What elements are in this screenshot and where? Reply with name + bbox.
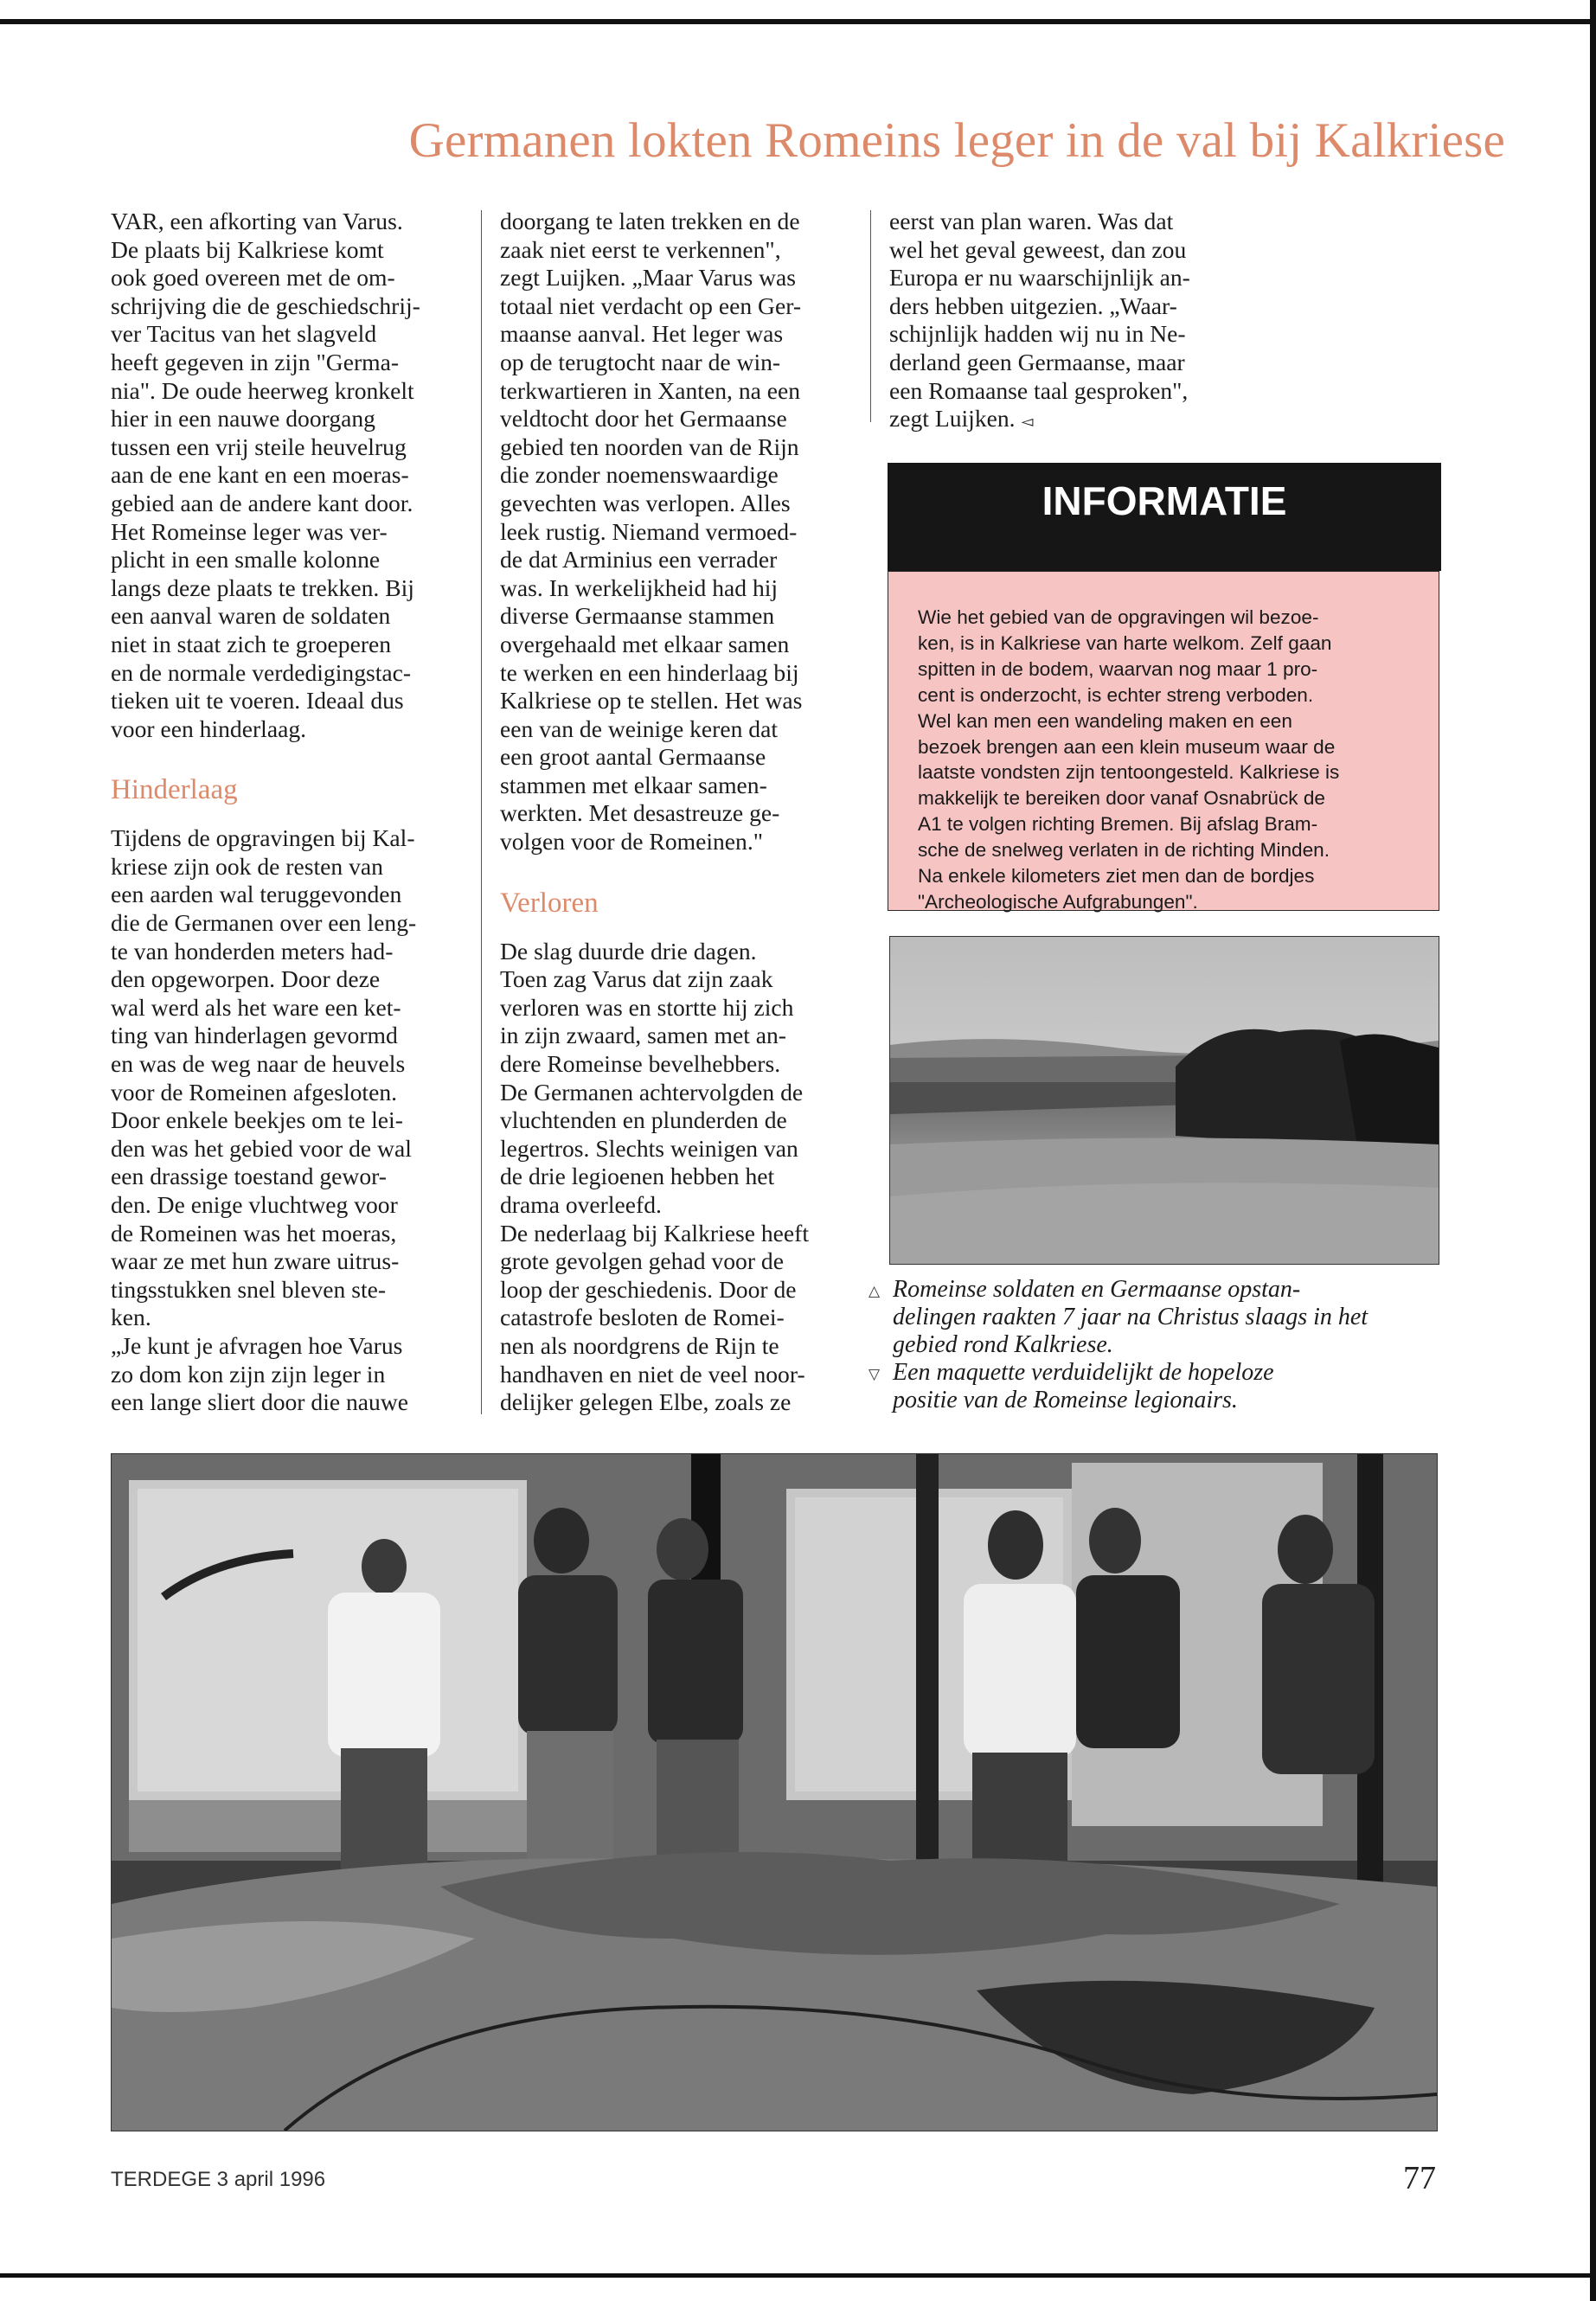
page-number: 77	[1403, 2160, 1436, 2196]
text-line: kriese zijn ook de resten van	[111, 852, 383, 880]
text-line: gebied ten noorden van de Rijn	[500, 433, 799, 460]
text-line: en de normale verdedigingstac-	[111, 658, 412, 686]
column-divider	[870, 210, 871, 422]
text-line: in zijn zwaard, samen met an-	[500, 1022, 786, 1049]
text-line: drama overleefd.	[500, 1191, 662, 1218]
column-2-paragraph-b	[500, 938, 855, 1417]
text-line: vluchtenden en plunderden de	[500, 1106, 787, 1134]
column-1-paragraph-b	[111, 824, 465, 1416]
text-line: schijnlijk hadden wij nu in Ne-	[889, 320, 1186, 348]
bottom-border-rule	[0, 2273, 1596, 2278]
text-line: Tijdens de opgravingen bij Kal-	[111, 824, 415, 852]
text-line: was. In werkelijkheid had hij	[500, 574, 779, 601]
text-line: niet in staat zich te groeperen	[111, 630, 392, 657]
caption-line: Romeinse soldaten en Germaanse opstan-	[893, 1276, 1301, 1303]
text-line: Door enkele beekjes om te lei-	[111, 1106, 403, 1134]
info-line: Wie het gebied van de opgravingen wil bezoe-	[918, 606, 1319, 628]
article-column-2	[500, 208, 855, 1417]
text-line: terkwartieren in Xanten, na een	[500, 376, 801, 404]
text-line: derland geen Germaanse, maar	[889, 348, 1185, 375]
text-line: tieken uit te voeren. Ideaal dus	[111, 687, 404, 715]
text-line: stammen met elkaar samen-	[500, 771, 767, 798]
text-line: waar ze met hun zware uitrus-	[111, 1247, 400, 1275]
text-line: zegt Luijken.	[889, 405, 1016, 433]
info-line: "Archeologische Aufgrabungen".	[918, 890, 1198, 913]
museum-photo	[111, 1453, 1438, 2131]
info-line: laatste vondsten zijn tentoongesteld. Kalkriese is	[918, 761, 1340, 784]
text-line: Kalkriese op te stellen. Het was	[500, 687, 803, 715]
info-line: makkelijk te bereiken door vanaf Osnabrück de	[918, 787, 1325, 810]
text-line: te van honderden meters had-	[111, 937, 394, 965]
text-line: den opgeworpen. Door deze	[111, 965, 381, 993]
text-line: den. De enige vluchtweg voor	[111, 1191, 398, 1218]
end-of-article-icon: ◅	[1021, 413, 1034, 432]
text-line: wel het geval geweest, dan zou	[889, 235, 1187, 263]
text-line: totaal niet verdacht op een Ger-	[500, 292, 802, 319]
museum-photo-graphic	[112, 1454, 1437, 2131]
article-column-3	[889, 208, 1253, 437]
photo-captions	[865, 1276, 1453, 1414]
info-line: bezoek brengen aan een klein museum waar de	[918, 735, 1336, 758]
text-line: handhaven en niet de veel noor-	[500, 1360, 805, 1388]
text-line: ook goed overeen met de om-	[111, 264, 395, 292]
caption-line: Een maquette verduidelijkt de hopeloze	[893, 1359, 1274, 1386]
text-line: een van de weinige keren dat	[500, 715, 779, 742]
info-line: cent is onderzocht, is echter streng verboden.	[918, 683, 1314, 706]
text-line: De plaats bij Kalkriese komt	[111, 235, 384, 263]
text-line: Europa er nu waarschijnlijk an-	[889, 264, 1190, 292]
text-line: aan de ene kant en een moeras-	[111, 461, 409, 489]
text-line: een Romaanse taal gesproken",	[889, 376, 1189, 404]
text-line: legertros. Slechts weinigen van	[500, 1134, 798, 1162]
info-line: ken, is in Kalkriese van harte welkom. Zelf gaan	[918, 631, 1332, 654]
text-line: verloren was en stortte hij zich	[500, 993, 794, 1021]
text-line: voor de Romeinen afgesloten.	[111, 1078, 398, 1106]
landscape-photo	[889, 936, 1439, 1265]
publication-footer: TERDEGE 3 april 1996	[111, 2168, 326, 2191]
text-line: catastrofe besloten de Romei-	[500, 1304, 785, 1331]
text-line: Toen zag Varus dat zijn zaak	[500, 965, 773, 993]
text-line: zo dom kon zijn zijn leger in	[111, 1360, 386, 1388]
text-line: doorgang te laten trekken en de	[500, 208, 800, 234]
caption-down-icon: ▽	[869, 1366, 881, 1383]
caption-line: gebied rond Kalkriese.	[893, 1331, 1113, 1358]
information-box-body	[888, 571, 1439, 911]
text-line: gevechten was verlopen. Alles	[500, 489, 791, 516]
text-line: die zonder noemenswaardige	[500, 461, 779, 489]
text-line: „Je kunt je afvragen hoe Varus	[111, 1331, 403, 1359]
text-line: nen als noordgrens de Rijn te	[500, 1331, 779, 1359]
column-1-paragraph-a	[111, 208, 465, 743]
text-line: die de Germanen over een leng-	[111, 909, 417, 937]
text-line: hier in een nauwe doorgang	[111, 405, 375, 433]
caption-museum	[865, 1359, 1453, 1414]
text-line: tingsstukken snel bleven ste-	[111, 1275, 387, 1303]
caption-landscape	[865, 1276, 1453, 1359]
text-line: een aarden wal teruggevonden	[111, 881, 402, 908]
text-line: voor een hinderlaag.	[111, 715, 307, 742]
text-line: VAR, een afkorting van Varus.	[111, 208, 403, 234]
subheading-verloren: Verloren	[500, 887, 599, 919]
text-line: de Romeinen was het moeras,	[111, 1219, 397, 1247]
info-line: A1 te volgen richting Bremen. Bij afslag Bram-	[918, 813, 1318, 836]
text-line: delijker gelegen Elbe, zoals ze	[500, 1388, 792, 1416]
info-line: sche de snelweg verlaten in de richting Minden.	[918, 839, 1330, 862]
text-line: zegt Luijken. „Maar Varus was	[500, 264, 796, 292]
text-line: wal werd als het ware een ket-	[111, 993, 401, 1021]
text-line: De slag duurde drie dagen.	[500, 937, 757, 965]
text-line: gebied aan de andere kant door.	[111, 489, 413, 516]
info-line: Wel kan men een wandeling maken en een	[918, 709, 1292, 732]
top-border-rule	[0, 19, 1596, 24]
column-divider	[481, 210, 482, 1414]
text-line: diverse Germaanse stammen	[500, 602, 775, 630]
text-line: ken.	[111, 1304, 151, 1331]
text-line: nia". De oude heerweg kronkelt	[111, 376, 414, 404]
text-line: een lange sliert door die nauwe	[111, 1388, 409, 1416]
information-box-title: INFORMATIE	[888, 463, 1441, 571]
right-border-rule	[1590, 0, 1596, 2301]
caption-line: delingen raakten 7 jaar na Christus slaags in het	[893, 1304, 1368, 1330]
text-line: dere Romeinse bevelhebbers.	[500, 1050, 781, 1078]
text-line: op de terugtocht naar de win-	[500, 348, 781, 375]
column-2-paragraph-a	[500, 208, 855, 856]
text-line: de drie legioenen hebben het	[500, 1163, 775, 1190]
text-line: veldtocht door het Germaanse	[500, 405, 787, 433]
text-line: maanse aanval. Het leger was	[500, 320, 784, 348]
text-line: grote gevolgen gehad voor de	[500, 1247, 784, 1275]
subheading-hinderlaag: Hinderlaag	[111, 774, 238, 806]
caption-line: positie van de Romeinse legionairs.	[893, 1387, 1238, 1413]
text-line: ver Tacitus van het slagveld	[111, 320, 377, 348]
text-line: leek rustig. Niemand vermoed-	[500, 517, 798, 545]
text-line: volgen voor de Romeinen."	[500, 828, 764, 856]
text-line: De Germanen achtervolgden de	[500, 1078, 804, 1106]
information-box	[888, 463, 1441, 913]
info-line: spitten in de bodem, waarvan nog maar 1 pro-	[918, 657, 1318, 680]
text-line: loop der geschiedenis. Door de	[500, 1275, 797, 1303]
landscape-photo-graphic	[890, 937, 1439, 1264]
article-headline: Germanen lokten Romeins leger in de val bij Kalkriese	[408, 113, 1505, 168]
text-line: heeft gegeven in zijn "Germa-	[111, 348, 400, 375]
text-line: eerst van plan waren. Was dat	[889, 208, 1174, 234]
article-column-1	[111, 208, 465, 1417]
text-line: te werken en een hinderlaag bij	[500, 658, 799, 686]
information-text	[918, 605, 1437, 915]
text-line: langs deze plaats te trekken. Bij	[111, 574, 414, 601]
text-line: een groot aantal Germaanse	[500, 743, 766, 771]
text-line: overgehaald met elkaar samen	[500, 630, 790, 657]
text-line: de dat Arminius een verrader	[500, 546, 778, 574]
text-line: een aanval waren de soldaten	[111, 602, 391, 630]
info-line: Na enkele kilometers ziet men dan de bordjes	[918, 865, 1315, 888]
text-line: zaak niet eerst te verkennen",	[500, 235, 781, 263]
text-line: plicht in een smalle kolonne	[111, 546, 381, 574]
caption-up-icon: △	[869, 1283, 881, 1300]
text-line: tussen een vrij steile heuvelrug	[111, 433, 407, 460]
text-line: schrijving die de geschiedschrij-	[111, 292, 420, 319]
text-line: De nederlaag bij Kalkriese heeft	[500, 1219, 810, 1247]
text-line: ders hebben uitgezien. „Waar-	[889, 292, 1177, 319]
text-line: werkten. Met desastreuze ge-	[500, 799, 780, 827]
text-line: Het Romeinse leger was ver-	[111, 517, 388, 545]
text-line: den was het gebied voor de wal	[111, 1134, 412, 1162]
text-line: ting van hinderlagen gevormd	[111, 1022, 398, 1049]
text-line: een drassige toestand gewor-	[111, 1163, 387, 1190]
text-line: en was de weg naar de heuvels	[111, 1050, 406, 1078]
